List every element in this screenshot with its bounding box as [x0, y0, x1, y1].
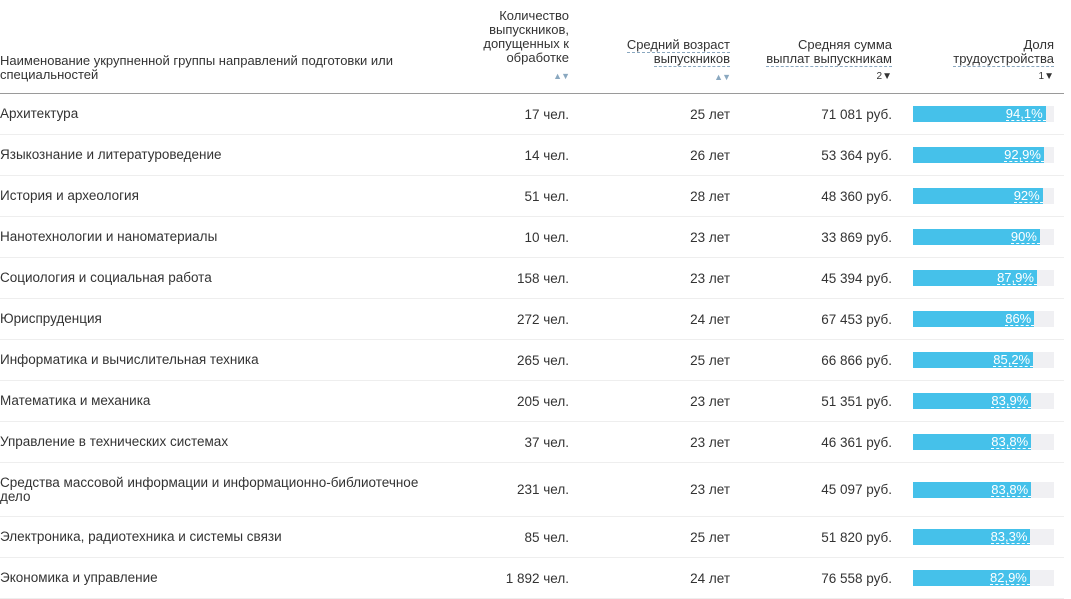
row-employment-share [913, 299, 1054, 339]
table-row [0, 176, 1064, 217]
table-row [0, 422, 1064, 463]
row-graduates-count: 205 чел. [517, 393, 569, 409]
employment-bar-fill[interactable] [913, 147, 1044, 163]
row-average-age: 25 лет [690, 106, 730, 122]
employment-bar-track [913, 529, 1054, 545]
column-header-count-line: допущенных к [483, 36, 569, 51]
row-direction-name [0, 176, 420, 216]
table-row [0, 135, 1064, 176]
sort-descending-icon[interactable]: 2▼ [876, 71, 892, 82]
row-average-payment: 66 866 руб. [821, 352, 892, 368]
row-direction-name [0, 258, 420, 298]
row-graduates-count: 14 чел. [524, 147, 569, 163]
employment-bar-label: 83,9% [991, 394, 1031, 408]
row-average-age: 28 лет [690, 188, 730, 204]
employment-bar-fill[interactable] [913, 352, 1033, 368]
table-row [0, 558, 1064, 599]
table-row [0, 217, 1064, 258]
employment-bar-fill[interactable] [913, 188, 1043, 204]
row-average-payment: 71 081 руб. [821, 106, 892, 122]
row-employment-share [913, 381, 1054, 421]
employment-bar-fill[interactable] [913, 529, 1030, 545]
employment-bar-label: 85,2% [993, 353, 1033, 367]
employment-bar-fill[interactable] [913, 393, 1031, 409]
column-header-name-label: Наименование укрупненной группы направлений подготовки или специальностей [0, 53, 394, 82]
row-direction-name-text: Управление в технических системах [0, 434, 229, 449]
column-header-pay-line: выплат выпускникам [766, 51, 892, 66]
row-employment-share [913, 463, 1054, 516]
employment-bar-track [913, 570, 1054, 586]
employment-bar-track [913, 393, 1054, 409]
employment-bar-label: 82,9% [990, 571, 1030, 585]
column-header-employment-line: Доля [1023, 37, 1054, 52]
row-average-payment: 51 351 руб. [821, 393, 892, 409]
row-average-payment: 76 558 руб. [821, 570, 892, 586]
row-employment-share [913, 176, 1054, 216]
row-average-payment: 53 364 руб. [821, 147, 892, 163]
row-graduates-count: 10 чел. [524, 229, 569, 245]
row-direction-name [0, 463, 420, 516]
row-direction-name [0, 217, 420, 257]
row-direction-name-text: Архитектура [0, 106, 79, 121]
employment-bar-track [913, 434, 1054, 450]
employment-bar-fill[interactable] [913, 570, 1030, 586]
row-direction-name-text: Средства массовой информации и информационно-библиотечное дело [0, 474, 419, 504]
employment-bar-track [913, 229, 1054, 245]
employment-bar-track [913, 311, 1054, 327]
row-average-payment: 46 361 руб. [821, 434, 892, 450]
row-direction-name-text: Нанотехнологии и наноматериалы [0, 229, 218, 244]
row-graduates-count: 272 чел. [517, 311, 569, 327]
row-average-age: 23 лет [690, 482, 730, 497]
column-header-pay-line: Средняя сумма [798, 37, 892, 52]
table-header [0, 0, 1064, 94]
employment-bar-label: 83,8% [991, 483, 1031, 497]
employment-bar-label: 94,1% [1006, 107, 1046, 121]
row-graduates-count: 85 чел. [524, 529, 569, 545]
row-direction-name [0, 558, 420, 598]
row-average-payment: 45 394 руб. [821, 270, 892, 286]
employment-bar-track [913, 147, 1054, 163]
row-employment-share [913, 258, 1054, 298]
employment-bar-label: 83,8% [991, 435, 1031, 449]
employment-bar-track [913, 270, 1054, 286]
row-graduates-count: 37 чел. [524, 434, 569, 450]
row-average-age: 26 лет [690, 147, 730, 163]
table-row [0, 381, 1064, 422]
employment-bar-label: 87,9% [997, 271, 1037, 285]
row-average-age: 25 лет [690, 352, 730, 368]
row-direction-name [0, 422, 420, 462]
column-header-age-label: Средний возраст выпускников [626, 37, 730, 66]
row-average-payment: 48 360 руб. [821, 188, 892, 204]
column-header-employment[interactable] [914, 38, 1054, 84]
column-header-name [0, 54, 420, 82]
column-header-count-line: выпускников, [489, 22, 569, 37]
employment-bar-label: 92,9% [1004, 148, 1044, 162]
row-direction-name [0, 517, 420, 557]
employment-bar-label: 86% [1005, 312, 1034, 326]
row-direction-name-text: История и археология [0, 188, 139, 203]
row-average-age: 24 лет [690, 570, 730, 586]
row-average-payment: 33 869 руб. [821, 229, 892, 245]
row-direction-name [0, 381, 420, 421]
row-direction-name-text: Юриспруденция [0, 311, 102, 326]
column-header-employment-line: трудоустройства [953, 51, 1054, 66]
employment-bar-track [913, 352, 1054, 368]
employment-bar-fill[interactable] [913, 270, 1037, 286]
row-graduates-count: 51 чел. [524, 188, 569, 204]
row-employment-share [913, 94, 1054, 134]
row-average-age: 23 лет [690, 393, 730, 409]
sort-toggle-icon[interactable]: ▲▼ [714, 72, 730, 82]
row-direction-name [0, 94, 420, 134]
row-direction-name-text: Информатика и вычислительная техника [0, 352, 259, 367]
row-employment-share [913, 135, 1054, 175]
employment-bar-track [913, 188, 1054, 204]
table-body [0, 94, 1064, 599]
row-average-payment: 67 453 руб. [821, 311, 892, 327]
row-average-payment: 51 820 руб. [821, 529, 892, 545]
column-header-age[interactable] [600, 38, 730, 84]
sort-toggle-icon[interactable]: ▲▼ [553, 71, 569, 81]
row-average-age: 23 лет [690, 229, 730, 245]
employment-bar-track [913, 106, 1054, 122]
employment-bar-label: 83,3% [991, 530, 1031, 544]
table-row [0, 258, 1064, 299]
row-direction-name-text: Социология и социальная работа [0, 270, 212, 285]
table-row [0, 299, 1064, 340]
row-average-age: 23 лет [690, 434, 730, 450]
column-header-pay[interactable] [732, 38, 892, 84]
sort-descending-icon[interactable]: 1▼ [1038, 71, 1054, 82]
row-employment-share [913, 517, 1054, 557]
table-row [0, 517, 1064, 558]
row-direction-name-text: Математика и механика [0, 393, 151, 408]
row-direction-name [0, 299, 420, 339]
row-average-age: 24 лет [690, 311, 730, 327]
employment-bar-fill[interactable] [913, 434, 1031, 450]
row-direction-name [0, 340, 420, 380]
row-direction-name-text: Языкознание и литературоведение [0, 147, 222, 162]
row-employment-share [913, 340, 1054, 380]
table-row [0, 94, 1064, 135]
row-employment-share [913, 422, 1054, 462]
employment-bar-label: 92% [1014, 189, 1043, 203]
employment-bar-label: 90% [1011, 230, 1040, 244]
row-direction-name-text: Электроника, радиотехника и системы связи [0, 529, 282, 544]
column-header-count[interactable] [459, 9, 569, 83]
employment-bar-fill[interactable] [913, 311, 1034, 327]
row-average-payment: 45 097 руб. [821, 482, 892, 497]
column-header-count-line: обработке [506, 50, 569, 65]
employment-bar-track [913, 482, 1054, 498]
row-graduates-count: 231 чел. [517, 482, 569, 497]
table-row [0, 340, 1064, 381]
employment-bar-fill[interactable] [913, 106, 1046, 122]
row-average-age: 25 лет [690, 529, 730, 545]
row-graduates-count: 158 чел. [517, 270, 569, 286]
employment-bar-fill[interactable] [913, 229, 1040, 245]
row-employment-share [913, 558, 1054, 598]
row-average-age: 23 лет [690, 270, 730, 286]
row-graduates-count: 265 чел. [517, 352, 569, 368]
row-graduates-count: 17 чел. [524, 106, 569, 122]
row-direction-name-text: Экономика и управление [0, 570, 158, 585]
row-direction-name [0, 135, 420, 175]
row-employment-share [913, 217, 1054, 257]
table-row [0, 463, 1064, 517]
row-graduates-count: 1 892 чел. [505, 570, 569, 586]
employment-bar-fill[interactable] [913, 482, 1031, 498]
column-header-count-line: Количество [499, 8, 569, 23]
